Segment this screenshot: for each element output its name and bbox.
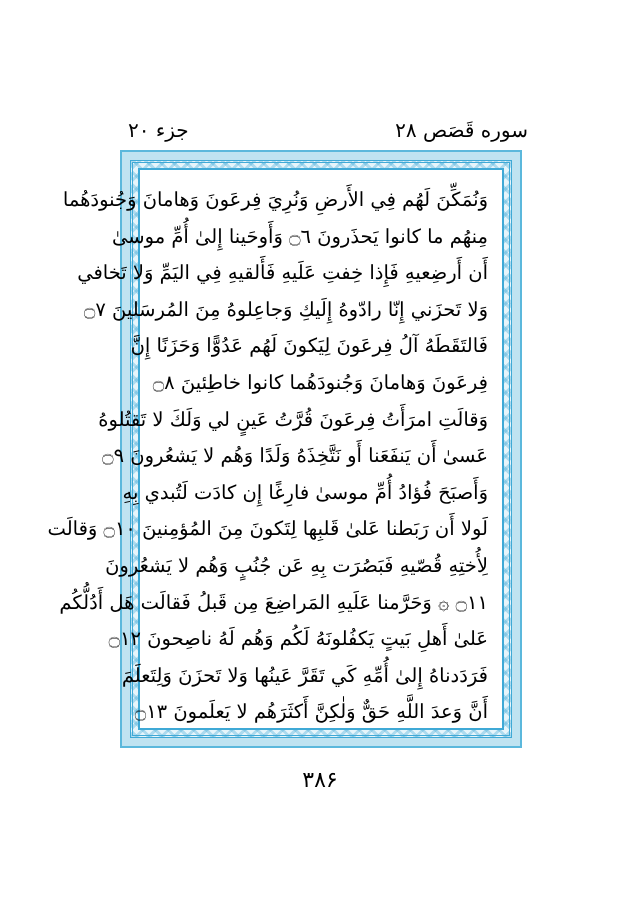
- text-line: مِنهُم ما كانوا يَحذَرونَ ۝٦ وَأَوحَينا إِلىٰ أُمِّ موسىٰ: [112, 224, 488, 248]
- text-line: وَلا تَحزَني إِنّا رادّوهُ إِلَيكِ وَجاعِلوهُ مِنَ المُرسَلينَ ۝٧: [83, 297, 488, 321]
- text-line: وَأَصبَحَ فُؤادُ أُمِّ موسىٰ فارِغًا إِن كادَت لَتُبدي بِهِ: [122, 480, 488, 504]
- text-line: عَلىٰ أَهلِ بَيتٍ يَكفُلونَهُ لَكُم وَهُم لَهُ ناصِحونَ ۝١٢: [108, 627, 488, 651]
- ornamental-frame: [47, 150, 522, 748]
- text-line: وَنُمَكِّنَ لَهُم فِي الأَرضِ وَنُرِيَ فِرعَونَ وَهامانَ وَجُنودَهُما: [62, 188, 488, 211]
- text-line: فِرعَونَ وَهامانَ وَجُنودَهُما كانوا خاطِئينَ ۝٨: [152, 370, 488, 394]
- text-line: فَرَدَدناهُ إِلىٰ أُمِّهِ كَي تَقَرَّ عَينُها وَلا تَحزَنَ وَلِتَعلَمَ: [121, 663, 488, 687]
- page-number: ۳۸۶: [302, 768, 338, 793]
- text-line: لِأُختِهِ قُصّيهِ فَبَصُرَت بِهِ عَن جُنُبٍ وَهُم لا يَشعُرونَ: [105, 553, 488, 577]
- text-line: وَقالَتِ امرَأَتُ فِرعَونَ قُرَّتُ عَينٍ لي وَلَكَ لا تَقتُلوهُ: [98, 407, 488, 431]
- surah-title: سوره قَصَص ۲۸: [395, 118, 528, 142]
- text-line: لَولا أَن رَبَطنا عَلىٰ قَلبِها لِتَكونَ مِنَ المُؤمِنينَ ۝١٠ وَقالَت: [47, 517, 488, 541]
- page-header: [128, 118, 528, 148]
- text-line: ۝١١ ۞ وَحَرَّمنا عَلَيهِ المَراضِعَ مِن قَبلُ فَقالَت هَل أَدُلُّكُم: [59, 590, 488, 614]
- quran-text-panel: [47, 168, 504, 730]
- text-line: عَسىٰ أَن يَنفَعَنا أَو نَتَّخِذَهُ وَلَدًا وَهُم لا يَشعُرونَ ۝٩: [102, 444, 488, 468]
- text-line: أَن أَرضِعيهِ فَإِذا خِفتِ عَلَيهِ فَأَلقيهِ فِي اليَمِّ وَلا تَخافي: [77, 261, 488, 285]
- juz-label: جزء ۲۰: [128, 118, 189, 142]
- text-line: فَالتَقَطَهُ آلُ فِرعَونَ لِيَكونَ لَهُم عَدُوًّا وَحَزَنًا إِنَّ: [130, 334, 488, 358]
- text-line: أَنَّ وَعدَ اللَّهِ حَقٌّ وَلٰكِنَّ أَكثَرَهُم لا يَعلَمونَ ۝١٣: [134, 700, 488, 724]
